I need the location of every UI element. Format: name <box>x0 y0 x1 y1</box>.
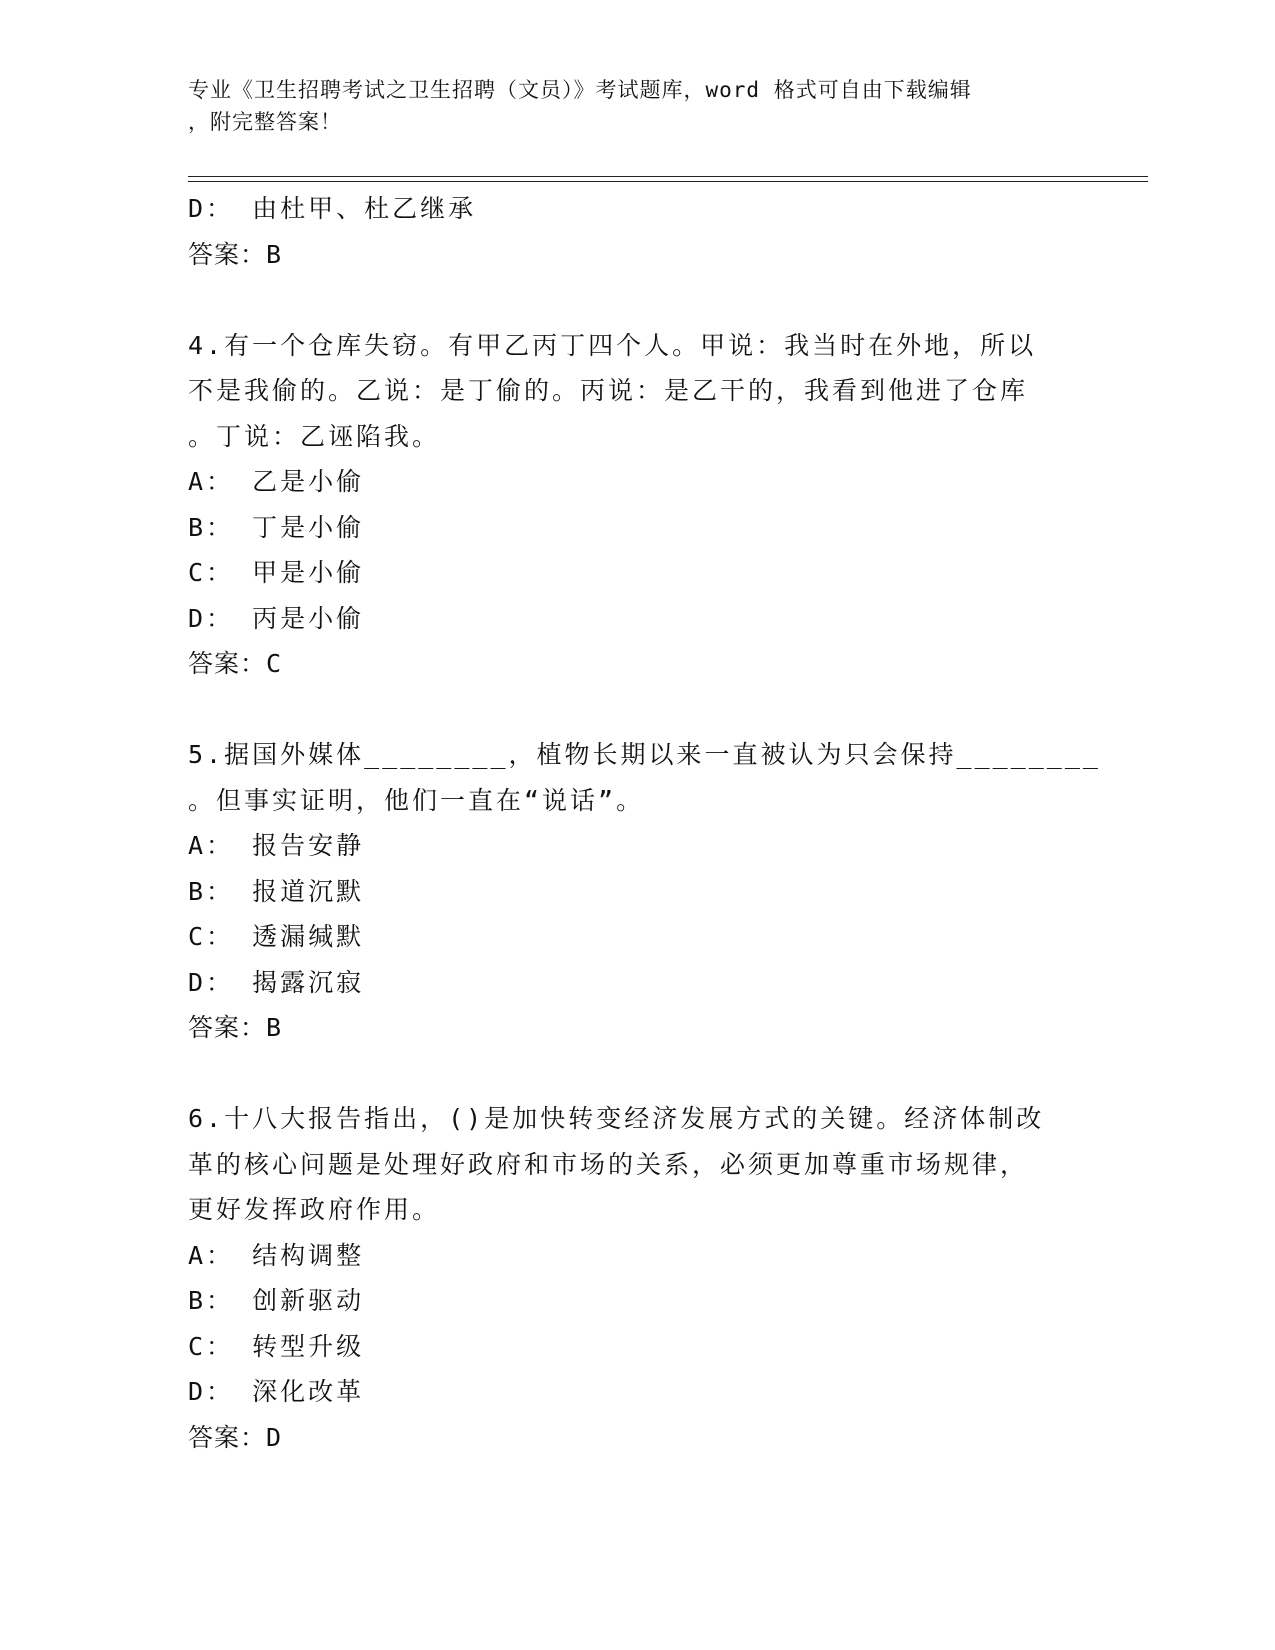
option-b: B： 丁是小偷 <box>188 512 365 542</box>
answer: 答案：B <box>188 239 283 269</box>
question-stem-line: 更好发挥政府作用。 <box>188 1195 441 1224</box>
answer: 答案：D <box>188 1422 283 1452</box>
document-header <box>188 74 1068 138</box>
option-d: D： 揭露沉寂 <box>188 967 365 997</box>
option-d: D： 丙是小偷 <box>188 603 365 633</box>
question-4 <box>188 323 1068 687</box>
answer: 答案：C <box>188 649 283 678</box>
option-a: A： 报告安静 <box>188 831 365 860</box>
option-d: D： 深化改革 <box>188 1377 365 1406</box>
question-stem-line: 革的核心问题是处理好政府和市场的关系，必须更加尊重市场规律， <box>188 1149 1029 1179</box>
question-stem-line: 4.有一个仓库失窃。有甲乙丙丁四个人。甲说：我当时在外地，所以 <box>188 330 1037 360</box>
question-stem-line: 不是我偷的。乙说：是丁偷的。丙说：是乙干的，我看到他进了仓库 <box>188 376 1029 405</box>
question-stem-line: 6.十八大报告指出，()是加快转变经济发展方式的关键。经济体制改 <box>188 1104 1045 1133</box>
question-stem-line: 。但事实证明，他们一直在“说话”。 <box>188 785 645 815</box>
option-a: A： 结构调整 <box>188 1240 365 1270</box>
header-line-2: ，附完整答案！ <box>188 110 342 134</box>
option-d: D： 由杜甲、杜乙继承 <box>188 194 477 223</box>
option-b: B： 创新驱动 <box>188 1286 365 1315</box>
option-c: C： 转型升级 <box>188 1331 365 1361</box>
question-list <box>188 186 1101 1460</box>
question-5 <box>188 732 1101 1051</box>
previous-question-tail <box>188 186 1068 277</box>
question-stem-line: 5.据国外媒体________，植物长期以来一直被认为只会保持________ <box>188 740 1101 769</box>
option-c: C： 透漏缄默 <box>188 922 365 951</box>
option-a: A： 乙是小偷 <box>188 467 365 496</box>
option-c: C： 甲是小偷 <box>188 558 365 587</box>
header-divider-bottom <box>188 181 1148 182</box>
question-stem-line: 。丁说：乙诬陷我。 <box>188 421 441 451</box>
answer: 答案：B <box>188 1013 283 1042</box>
header-line-1: 专业《卫生招聘考试之卫生招聘（文员）》考试题库，word 格式可自由下载编辑 <box>188 78 972 102</box>
option-b: B： 报道沉默 <box>188 876 365 906</box>
question-6 <box>188 1096 1068 1460</box>
header-divider-top <box>188 176 1148 177</box>
